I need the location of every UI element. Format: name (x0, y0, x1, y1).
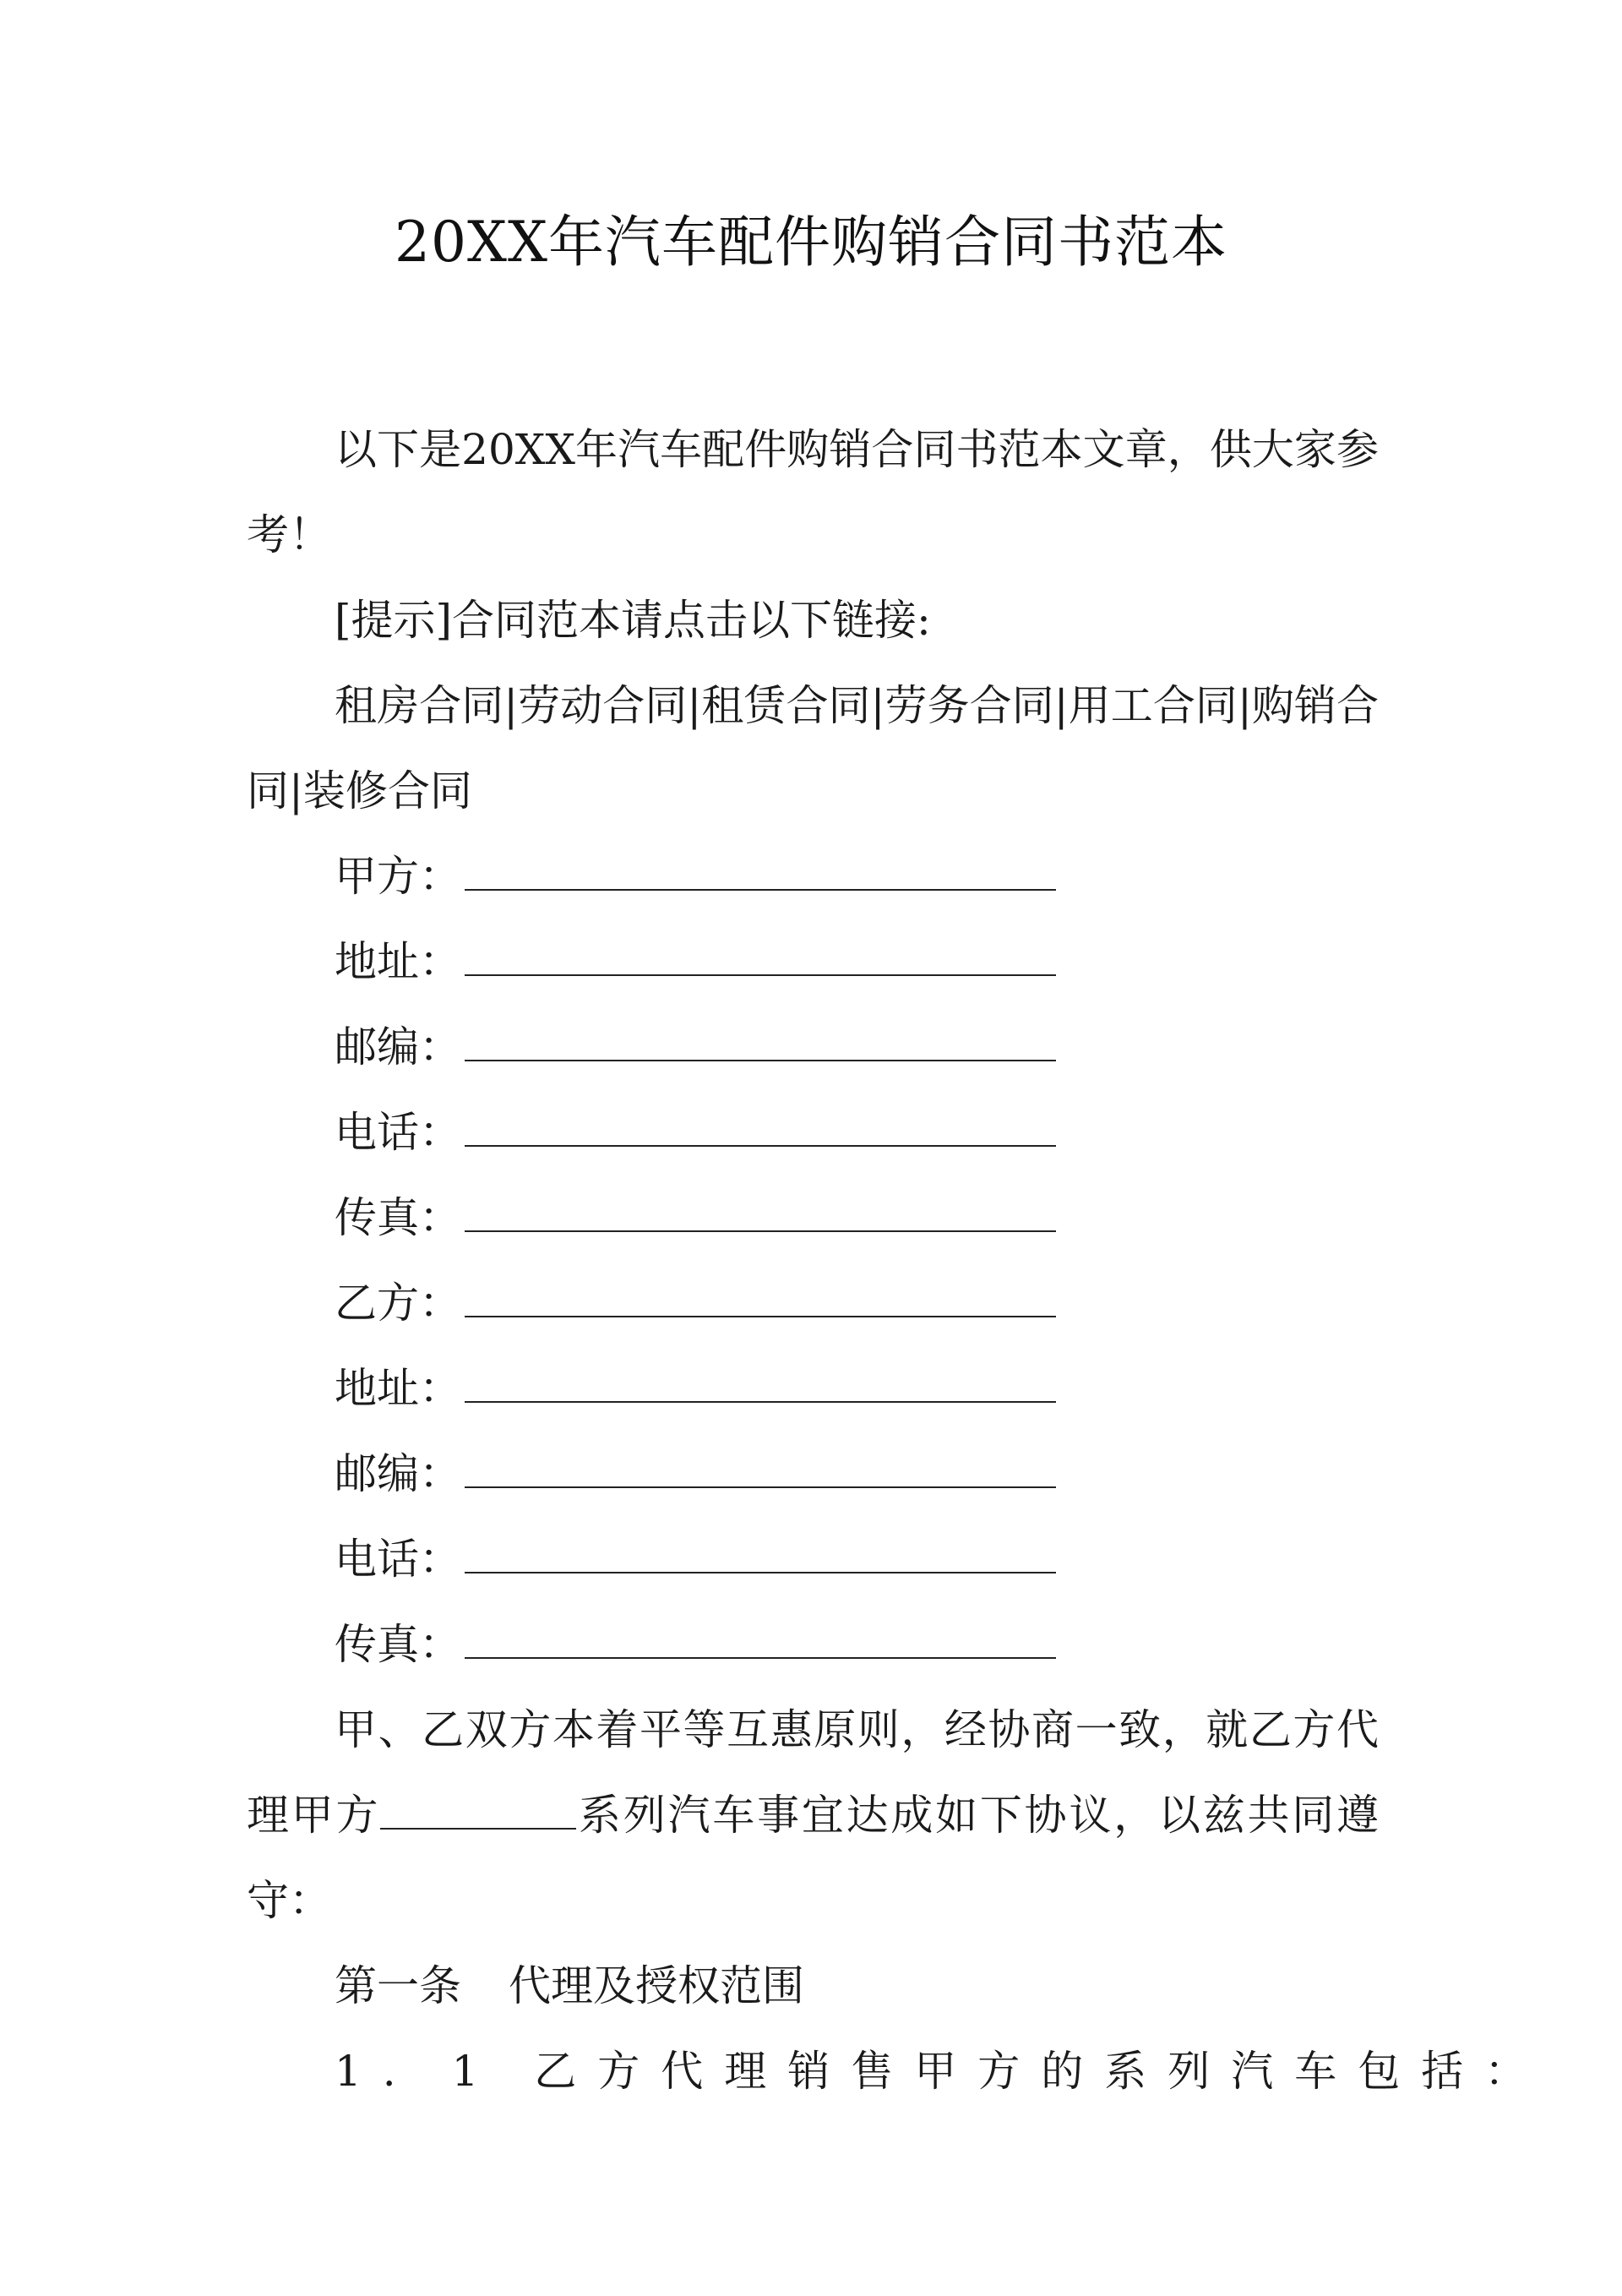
party-b-postcode-label: 邮编： (335, 1449, 461, 1498)
contract-links[interactable]: 租房合同|劳动合同|租赁合同|劳务合同|用工合同|购销合同|装修合同 (247, 681, 1379, 815)
party-a-name-label: 甲方： (335, 852, 461, 901)
party-a-address-field (247, 919, 1379, 1005)
party-a-fax-field (247, 1175, 1379, 1261)
party-a-fax-blank (465, 1178, 1056, 1232)
party-b-name-field (247, 1261, 1379, 1346)
clause-1-1: 1. 1 乙方代理销售甲方的系列汽车包括： (335, 2047, 1549, 2096)
document-title: 20XX年汽车配件购销合同书范本 (395, 210, 1227, 275)
party-b-address-field (247, 1346, 1379, 1432)
party-b-fax-label: 传真： (335, 1620, 461, 1669)
party-a-address-blank (465, 922, 1056, 976)
article-1-title: 代理及授权范围 (509, 1961, 804, 2010)
agreement-text-after: 系列汽车事宜达成如下协议，以兹共同遵守： (247, 1791, 1380, 1925)
intro-paragraph: 以下是20XX年汽车配件购销合同书范本文章，供大家参考！ (247, 425, 1379, 559)
party-a-fax-label: 传真： (335, 1193, 461, 1242)
party-a-name-blank (465, 837, 1056, 891)
agreement-paragraph (247, 1688, 1379, 1944)
article-1-number: 第一条 (335, 1961, 461, 2010)
agreement-text-before: 甲、乙双方本着平等互惠原则，经协商一致，就乙方代理甲方 (247, 1705, 1379, 1840)
party-a-postcode-label: 邮编： (335, 1023, 461, 1072)
party-b-name-label: 乙方： (335, 1279, 461, 1328)
party-b-fax-field (247, 1602, 1379, 1688)
party-a-phone-label: 电话： (335, 1108, 461, 1157)
party-b-name-blank (465, 1263, 1056, 1317)
party-a-phone-blank (465, 1093, 1056, 1147)
party-a-phone-field (247, 1090, 1379, 1175)
party-a-address-label: 地址： (335, 937, 461, 986)
document-body (247, 407, 1549, 2114)
party-b-postcode-field (247, 1432, 1379, 1517)
party-b-phone-blank (465, 1519, 1056, 1573)
party-b-postcode-blank (465, 1434, 1056, 1488)
party-b-phone-field (247, 1517, 1379, 1602)
party-b-address-blank (465, 1349, 1056, 1403)
party-b-fax-blank (465, 1605, 1056, 1659)
hint-paragraph: [提示]合同范本请点击以下链接: (335, 596, 931, 645)
party-b-address-label: 地址： (335, 1364, 461, 1413)
article-1-heading (247, 1944, 1379, 2029)
party-a-name-field (247, 834, 1379, 919)
series-blank (380, 1775, 576, 1830)
party-a-postcode-field (247, 1005, 1379, 1090)
party-b-phone-label: 电话： (335, 1535, 461, 1584)
party-a-postcode-blank (465, 1007, 1056, 1061)
